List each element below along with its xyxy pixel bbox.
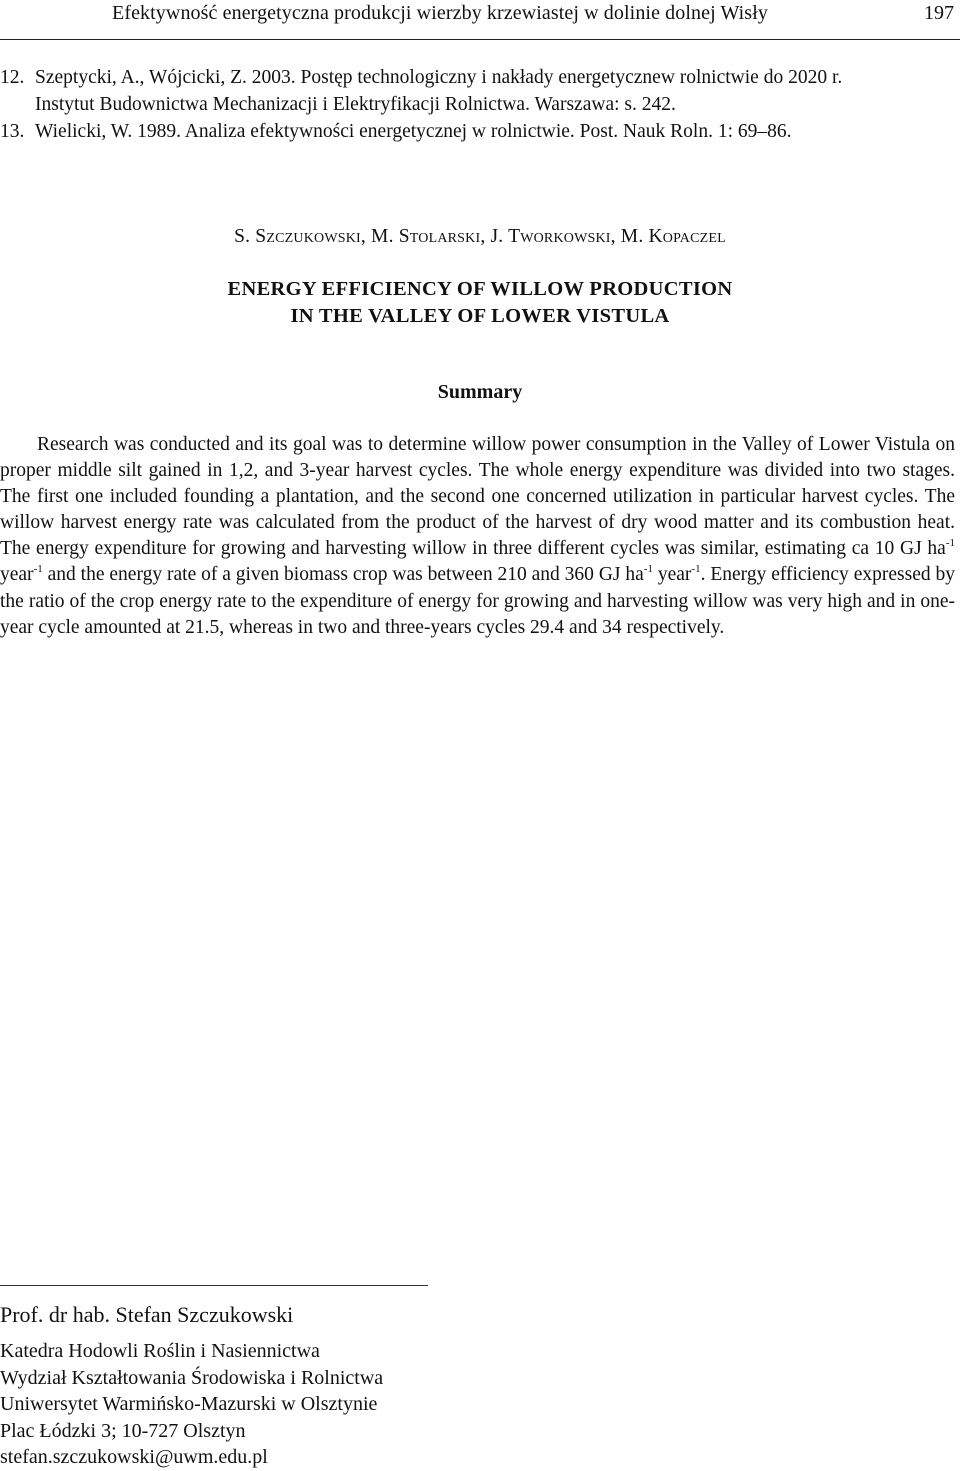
affiliation-line: Katedra Hodowli Roślin i Nasiennictwa xyxy=(0,1340,320,1362)
title-line: ENERGY EFFICIENCY OF WILLOW PRODUCTION xyxy=(227,278,733,300)
running-header xyxy=(0,0,960,40)
title-line: IN THE VALLEY OF LOWER VISTULA xyxy=(290,305,670,327)
page-number: 197 xyxy=(924,2,954,24)
affiliation-line: Plac Łódzki 3; 10-727 Olsztyn xyxy=(0,1419,246,1442)
reference-text: Szeptycki, A., Wójcicki, Z. 2003. Postęp technologiczny i nakłady energetycznew rolnictwie do 2020 r. xyxy=(35,67,843,88)
running-title: Efektywność energetyczna produkcji wierzby krzewiastej w dolinie dolnej Wisły xyxy=(112,2,768,24)
superscript: -1 xyxy=(33,563,43,576)
reference-number: 12. xyxy=(0,67,25,88)
article-title xyxy=(0,276,960,330)
summary-text: and the energy rate of a given biomass crop was between 210 and 360 GJ ha xyxy=(42,564,644,586)
summary-text: year xyxy=(652,564,692,586)
affiliation-line: Uniwersytet Warmińsko-Mazurski w Olsztynie xyxy=(0,1393,378,1415)
author-email: stefan.szczukowski@uwm.edu.pl xyxy=(0,1446,268,1468)
article-authors: S. Szczukowski, M. Stolarski, J. Tworkowski, M. Kopaczel xyxy=(234,226,726,247)
summary-paragraph xyxy=(0,432,955,641)
reference-text: Wielicki, W. 1989. Analiza efektywności energetycznej w rolnictwie. Post. Nauk Roln. 1: 69–86. xyxy=(35,121,792,142)
reference-item xyxy=(0,118,960,145)
superscript: -1 xyxy=(945,537,955,550)
summary-text: Research was conducted and its goal was to determine willow power consumption in the Valley of Lower Vistula on proper middle silt gained in 1,2, and 3-year harvest cycles. The whole energy expenditure was divided into two stages. The first one included founding a plantation, and the second one concerned utilization in particular harvest cycles. The willow harvest energy rate was calculated from the product of the harvest of dry wood matter and its combustion heat. The energy expenditure for growing and harvesting willow in three different cycles was similar, estimating ca 10 GJ ha xyxy=(0,434,955,560)
author-affiliation xyxy=(0,1338,383,1471)
superscript: -1 xyxy=(643,563,653,576)
summary-heading: Summary xyxy=(437,381,523,403)
superscript: -1 xyxy=(691,563,701,576)
reference-list xyxy=(0,64,960,145)
reference-item xyxy=(0,64,960,118)
affiliation-line: Wydział Kształtowania Środowiska i Rolnictwa xyxy=(0,1366,384,1389)
summary-text: year xyxy=(0,564,34,586)
footnote-author: Prof. dr hab. Stefan Szczukowski xyxy=(0,1302,294,1327)
reference-number: 13. xyxy=(0,121,25,142)
reference-text-continued: Instytut Budownictwa Mechanizacji i Elektryfikacji Rolnictwa. Warszawa: s. 242. xyxy=(35,94,676,115)
footnote-divider xyxy=(0,1285,428,1286)
summary-text: . Energy efficiency expressed by the ratio of the crop energy rate to the expenditure of energy for growing and harvesting willow was very high and in one-year cycle amounted at 21.5, whereas in two and three-years cycles 29.4 and 34 respectively. xyxy=(0,564,955,638)
